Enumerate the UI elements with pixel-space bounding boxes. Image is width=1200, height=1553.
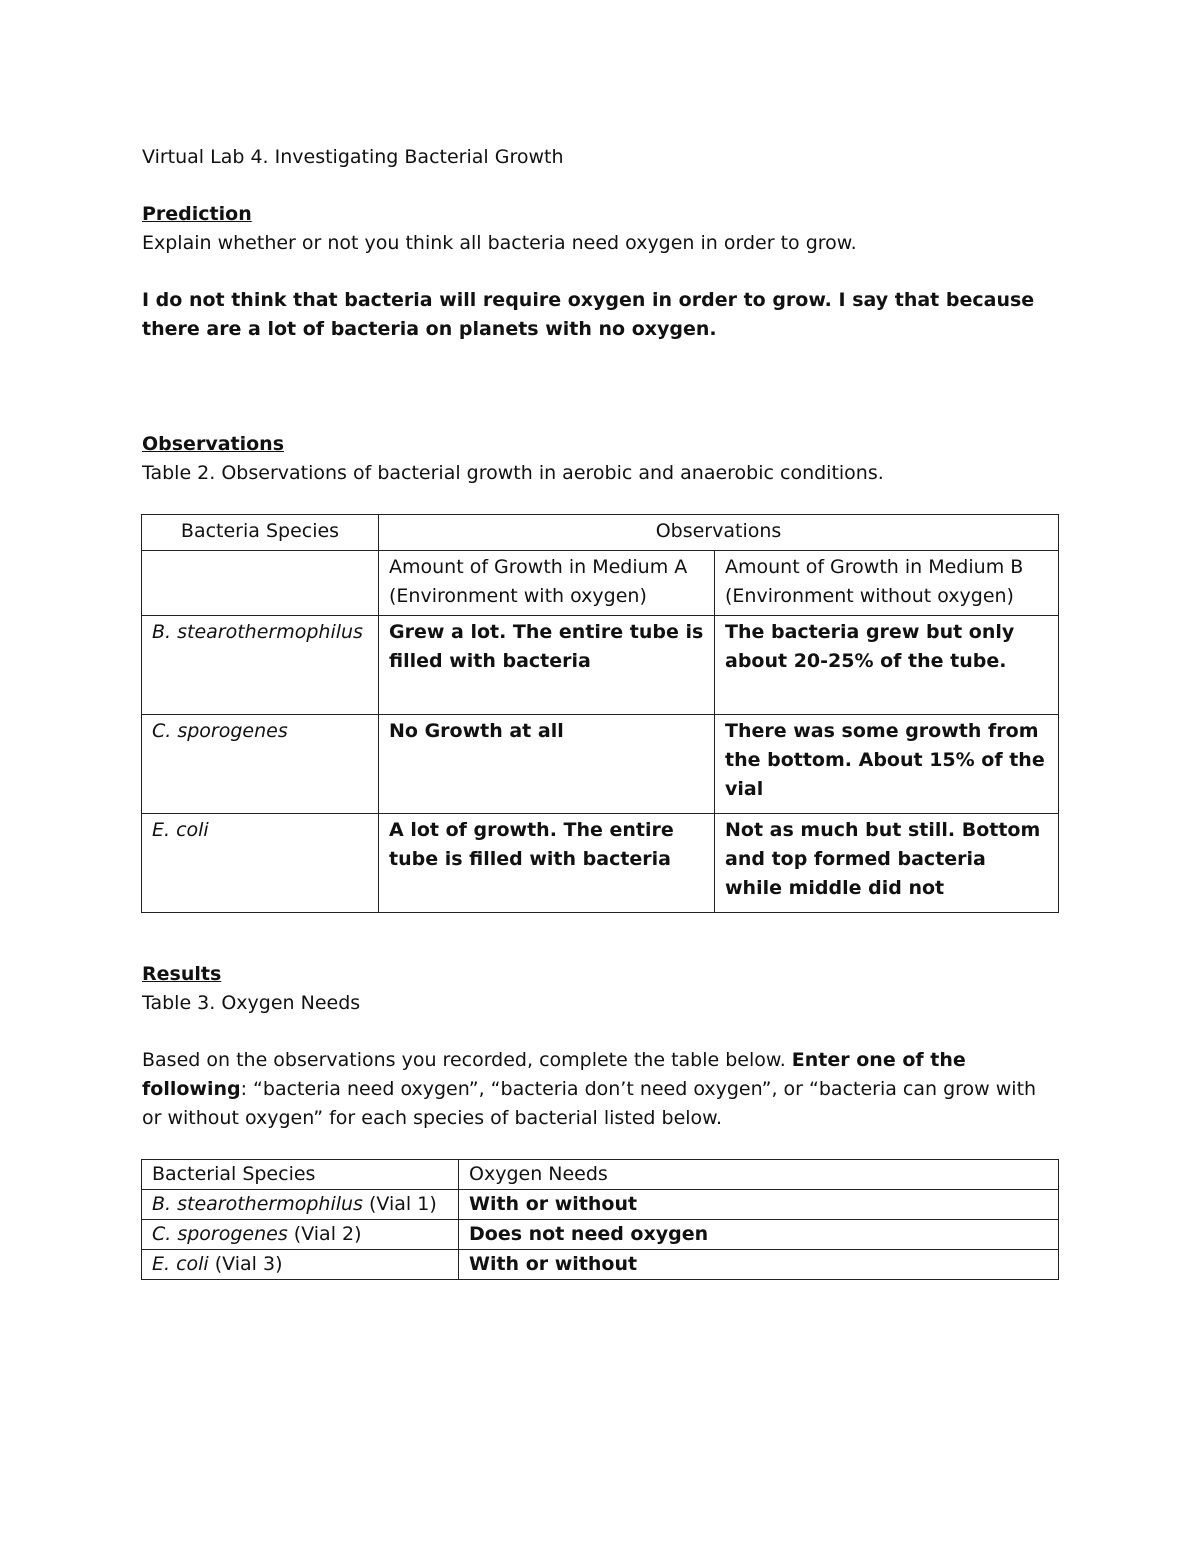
header-species: Bacteria Species	[142, 515, 379, 551]
table-header-row	[142, 1160, 1059, 1190]
species-name: C. sporogenes	[152, 1223, 288, 1245]
oxygen-needs-cell: Does not need oxygen	[459, 1220, 1059, 1250]
species-cell: C. sporogenes	[142, 715, 379, 814]
medium-a-cell: A lot of growth. The entire tube is filled with bacteria	[379, 814, 715, 913]
medium-b-cell: There was some growth from the bottom. About 15% of the vial	[715, 715, 1059, 814]
species-cell: B. stearothermophilus	[142, 616, 379, 715]
table-row	[142, 1190, 1059, 1220]
table-row	[142, 715, 1059, 814]
prediction-answer-block	[142, 286, 1058, 344]
oxygen-needs-table	[141, 1159, 1059, 1280]
medium-b-cell: The bacteria grew but only about 20-25% of the tube.	[715, 616, 1059, 715]
table2-caption: Table 2. Observations of bacterial growth in aerobic and anaerobic conditions.	[142, 462, 884, 484]
observations-table	[141, 514, 1059, 913]
subheader-medium-b: Amount of Growth in Medium B (Environment without oxygen)	[715, 551, 1059, 616]
results-instructions-block	[142, 1046, 1058, 1133]
subheader-medium-a: Amount of Growth in Medium A (Environment with oxygen)	[379, 551, 715, 616]
header-observations: Observations	[379, 515, 1059, 551]
oxygen-needs-cell: With or without	[459, 1250, 1059, 1280]
observations-heading: Observations	[142, 433, 285, 455]
medium-b-cell: Not as much but still. Bottom and top formed bacteria while middle did not	[715, 814, 1059, 913]
species-cell	[142, 1220, 459, 1250]
document-title: Virtual Lab 4. Investigating Bacterial Growth	[142, 146, 564, 168]
species-cell	[142, 1190, 459, 1220]
table3-caption: Table 3. Oxygen Needs	[142, 992, 361, 1014]
header-bacterial-species: Bacterial Species	[142, 1160, 459, 1190]
document-title-block	[142, 143, 1058, 172]
prediction-section	[142, 200, 1058, 258]
oxygen-needs-cell: With or without	[459, 1190, 1059, 1220]
species-cell	[142, 1250, 459, 1280]
species-cell: E. coli	[142, 814, 379, 913]
table-subheader-row	[142, 551, 1059, 616]
prediction-answer: I do not think that bacteria will require oxygen in order to grow. I say that because there are a lot of bacteria on planets with no oxygen.	[142, 289, 1035, 340]
results-heading: Results	[142, 963, 222, 985]
header-oxygen-needs: Oxygen Needs	[459, 1160, 1059, 1190]
table-header-row	[142, 515, 1059, 551]
medium-a-cell: Grew a lot. The entire tube is filled with bacteria	[379, 616, 715, 715]
table-row	[142, 1250, 1059, 1280]
vial-label: (Vial 3)	[208, 1253, 283, 1275]
species-name: E. coli	[152, 1253, 209, 1275]
table-row	[142, 814, 1059, 913]
observations-section	[142, 430, 1058, 488]
instructions-bold: Enter one of the following	[142, 1049, 966, 1100]
instructions-text-2: : “bacteria need oxygen”, “bacteria don’t need oxygen”, or “bacteria can grow with or without oxygen” for each species of bacterial listed below.	[142, 1078, 1037, 1129]
results-instructions	[142, 1046, 1058, 1133]
species-name: B. stearothermophilus	[152, 1193, 363, 1215]
prediction-prompt: Explain whether or not you think all bacteria need oxygen in order to grow.	[142, 232, 857, 254]
results-section	[142, 960, 1058, 1018]
vial-label: (Vial 2)	[287, 1223, 362, 1245]
table-row	[142, 1220, 1059, 1250]
empty-cell	[142, 551, 379, 616]
prediction-heading: Prediction	[142, 203, 252, 225]
medium-a-cell: No Growth at all	[379, 715, 715, 814]
table-row	[142, 616, 1059, 715]
vial-label: (Vial 1)	[362, 1193, 437, 1215]
instructions-text-1: Based on the observations you recorded, complete the table below.	[142, 1049, 792, 1071]
